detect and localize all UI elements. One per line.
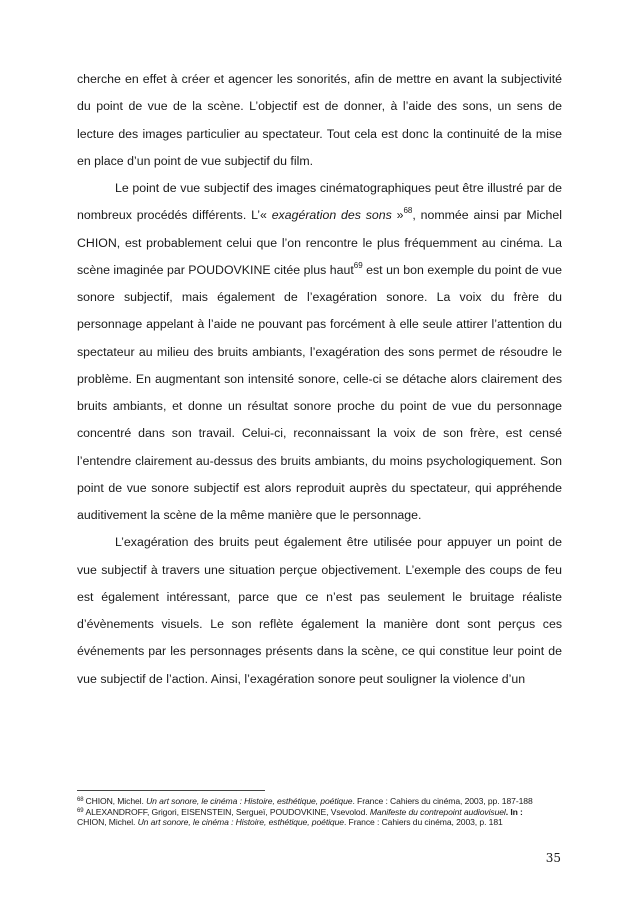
footnote-ref-68[interactable]: 68 — [403, 206, 413, 216]
footnote-number: 69 — [77, 807, 84, 814]
footnote-author: CHION, Michel. — [77, 817, 138, 828]
footnote-title: Un art sonore, le cinéma : Histoire, esthétique, poétique — [137, 817, 344, 828]
paragraph-2-text-b: » — [391, 208, 404, 223]
paragraph-1: cherche en effet à créer et agencer les sonorités, afin de mettre en avant la subjectivité du point de vue de la scène. L’objectif est de donner, à l’aide des sons, un sens de lecture des images particulier au spectateur. Tout cela est donc la continuité de la mise en place d’un point de vue subjectif du film. — [77, 72, 562, 168]
emphasis-exageration-des-sons: exagération des sons — [271, 208, 392, 223]
footnote-69 — [77, 807, 567, 818]
body-text — [77, 66, 562, 693]
footnote-number: 68 — [77, 797, 84, 803]
footnote-author: ALEXANDROFF, Grigori, EISENSTEIN, Sergueï, POUDOVKINE, Vsevolod. — [85, 806, 370, 817]
footnote-details: . France : Cahiers du cinéma, 2003, p. 181 — [343, 817, 503, 828]
footnote-separator — [77, 790, 265, 791]
paragraph-2-text-d: est un bon exemple du point de vue sonore subjectif, mais également de l’exagération sonore. La voix du frère du personnage appelant à l’aide ne pouvant pas forcément à elle seule attirer l’attention du spectateur au milieu des bruits ambiants, l’exagération des sons permet de résoudre le problème. En augmentant son intensité sonore, celle-ci se détache alors clairement des bruits ambiants, et donne un résultat sonore proche du point de vue du personnage concentré dans son travail. Celui-ci, reconnaissant la voix de son frère, est censé l’entendre clairement au-dessus des bruits ambiants, du moins psychologiquement. Son point de vue sonore subjectif est alors reproduit auprès du spectateur, qui appréhende auditivement la scène de la même manière que le personnage. — [77, 262, 562, 522]
footnote-69-continued — [77, 817, 567, 828]
footnote-author: CHION, Michel. — [85, 796, 147, 806]
page-number: 35 — [545, 851, 561, 865]
paragraph-2 — [77, 175, 562, 529]
paragraph-2-text-a: Le point de vue subjectif des images cinématographiques peut être illustré par de nombreux procédés différents. L’« — [77, 181, 562, 223]
footnote-in-label: . In : — [505, 806, 523, 817]
footnote-ref-69[interactable]: 69 — [353, 260, 363, 270]
paragraph-2-text-c: , nommée ainsi par Michel CHION, est probablement celui que l’on rencontre le plus fréquemment au cinéma. La scène imaginée par POUDOVKINE citée plus haut — [77, 208, 562, 277]
paragraph-3: L’exagération des bruits peut également être utilisée pour appuyer un point de vue subjectif à travers une situation perçue objectivement. L’exemple des coups de feu est également intéressant, parce que ce n’est pas seulement le bruitage réaliste d’évènements visuels. Le son reflète également la manière dont sont perçus ces événements par les personnages présents dans la scène, ce qui constitue leur point de vue subjectif de l’action. Ainsi, l’exagération sonore peut souligner la violence d’un — [77, 535, 562, 686]
footnote-details: . France : Cahiers du cinéma, 2003, pp. 187-188 — [352, 796, 533, 806]
footnote-title: Manifeste du contrepoint audiovisuel — [369, 806, 506, 817]
footnote-title: Un art sonore, le cinéma : Histoire, esthétique, poétique — [146, 796, 353, 806]
footnotes — [77, 796, 567, 828]
footnote-68 — [77, 796, 567, 807]
